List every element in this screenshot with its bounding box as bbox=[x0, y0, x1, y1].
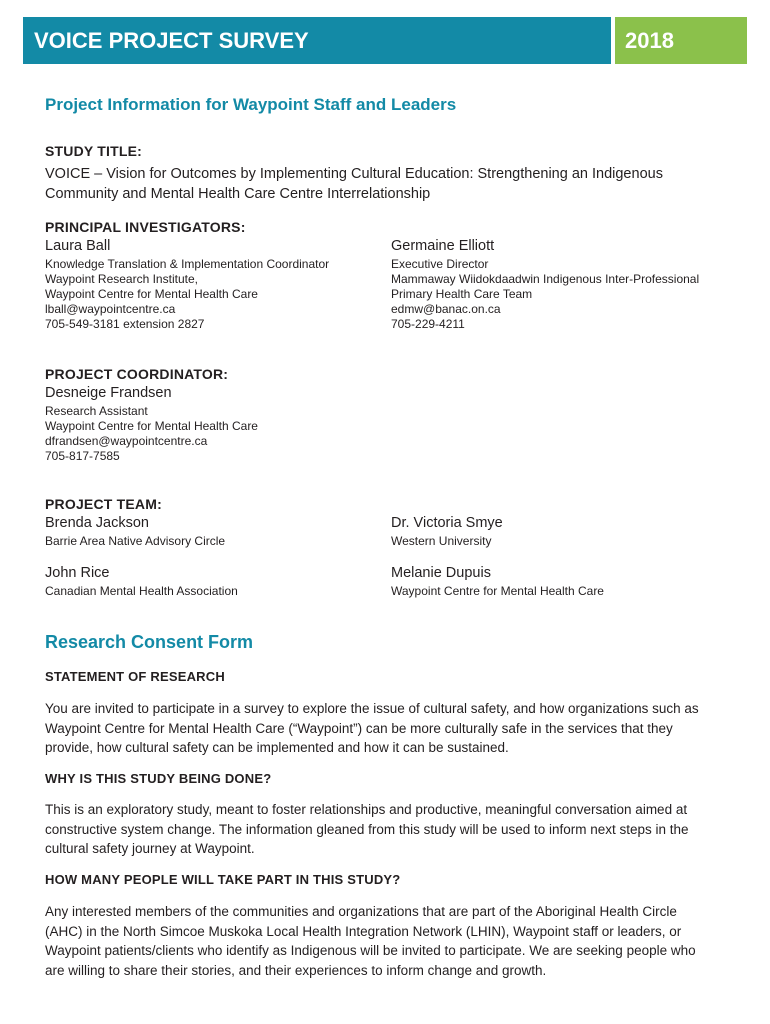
how-many-label: HOW MANY PEOPLE WILL TAKE PART IN THIS STUDY? bbox=[45, 872, 401, 887]
paragraph-line: are willing to share their stories, and their experiences to inform change and growth. bbox=[45, 962, 547, 978]
team-member-org: Waypoint Centre for Mental Health Care bbox=[391, 584, 604, 598]
survey-header bbox=[23, 17, 747, 64]
investigator-details bbox=[45, 257, 329, 332]
paragraph-line: cultural safety journey at Waypoint. bbox=[45, 841, 255, 856]
survey-title: VOICE PROJECT SURVEY bbox=[23, 17, 611, 64]
investigator-name: Germaine Elliott bbox=[391, 238, 495, 254]
investigator-org: Mammaway Wiidokdaadwin Indigenous Inter-Professional bbox=[391, 272, 700, 286]
paragraph-line: constructive system change. The information gleaned from this study will be used to inform next steps in the bbox=[45, 821, 689, 837]
coordinator-email: dfrandsen@waypointcentre.ca bbox=[45, 434, 208, 448]
team-label: PROJECT TEAM: bbox=[45, 496, 162, 512]
coordinator-label: PROJECT COORDINATOR: bbox=[45, 366, 229, 382]
paragraph-line: provide, how cultural safety can be implemented and how it can be sustained. bbox=[45, 740, 509, 755]
why-label: WHY IS THIS STUDY BEING DONE? bbox=[45, 771, 272, 786]
paragraph-line: Waypoint Centre for Mental Health Care (“Waypoint”) can be more culturally safe in the services that they bbox=[45, 720, 673, 736]
investigator-laura-ball bbox=[45, 238, 329, 332]
study-title-line: VOICE – Vision for Outcomes by Implementing Cultural Education: Strengthening an Indigenous bbox=[45, 166, 663, 182]
why-text bbox=[45, 800, 730, 859]
investigator-email: lball@waypointcentre.ca bbox=[45, 302, 176, 316]
coordinator-name: Desneige Frandsen bbox=[45, 385, 172, 401]
investigator-phone: 705-229-4211 bbox=[391, 317, 465, 331]
coordinator-block bbox=[45, 385, 258, 464]
team-member-name: John Rice bbox=[45, 565, 110, 581]
statement-text bbox=[45, 699, 730, 758]
investigator-details bbox=[391, 257, 699, 332]
paragraph-line: Any interested members of the communities and organizations that are part of the Aboriginal Health Circle bbox=[45, 904, 677, 919]
investigator-org: Waypoint Research Institute, bbox=[45, 272, 198, 286]
investigator-org: Primary Health Care Team bbox=[391, 287, 533, 301]
investigator-title: Executive Director bbox=[391, 257, 489, 271]
investigator-email: edmw@banac.on.ca bbox=[391, 302, 501, 316]
consent-heading: Research Consent Form bbox=[45, 632, 254, 652]
coordinator-phone: 705-817-7585 bbox=[45, 449, 120, 463]
investigator-germaine-elliott bbox=[391, 238, 699, 332]
team-member-org: Canadian Mental Health Association bbox=[45, 584, 238, 598]
team-member-org: Western University bbox=[391, 534, 492, 548]
team-member-name: Dr. Victoria Smye bbox=[391, 515, 503, 531]
paragraph-line: (AHC) in the North Simcoe Muskoka Local Health Integration Network (LHIN), Waypoint staff or leaders, or bbox=[45, 923, 682, 939]
investigator-title: Knowledge Translation & Implementation Coordinator bbox=[45, 257, 330, 271]
coordinator-org: Waypoint Centre for Mental Health Care bbox=[45, 419, 258, 433]
study-title-label: STUDY TITLE: bbox=[45, 143, 143, 159]
coordinator-title: Research Assistant bbox=[45, 404, 148, 418]
paragraph-line: You are invited to participate in a survey to explore the issue of cultural safety, and how organizations such as bbox=[45, 701, 699, 716]
project-info-heading: Project Information for Waypoint Staff and Leaders bbox=[45, 95, 457, 114]
team-member-name: Brenda Jackson bbox=[45, 515, 149, 531]
study-title-line: Community and Mental Health Care Centre Interrelationship bbox=[45, 186, 431, 202]
team-member-org: Barrie Area Native Advisory Circle bbox=[45, 534, 226, 548]
investigator-org: Waypoint Centre for Mental Health Care bbox=[45, 287, 258, 301]
team-member bbox=[45, 515, 225, 549]
paragraph-line: Waypoint patients/clients who identify as Indigenous will be invited to participate. We are seeking people who bbox=[45, 943, 696, 958]
coordinator-details bbox=[45, 404, 258, 464]
how-many-text bbox=[45, 902, 730, 980]
investigator-phone: 705-549-3181 extension 2827 bbox=[45, 317, 205, 331]
team-member-name: Melanie Dupuis bbox=[391, 565, 491, 581]
statement-label: STATEMENT OF RESEARCH bbox=[45, 669, 225, 684]
study-title-text bbox=[45, 164, 735, 204]
team-member bbox=[391, 515, 503, 549]
investigator-name: Laura Ball bbox=[45, 238, 111, 254]
team-member bbox=[391, 565, 604, 599]
team-member bbox=[45, 565, 238, 599]
paragraph-line: This is an exploratory study, meant to foster relationships and productive, meaningful conversation aimed at bbox=[45, 802, 688, 817]
survey-year: 2018 bbox=[615, 17, 747, 64]
investigators-label: PRINCIPAL INVESTIGATORS: bbox=[45, 219, 246, 235]
